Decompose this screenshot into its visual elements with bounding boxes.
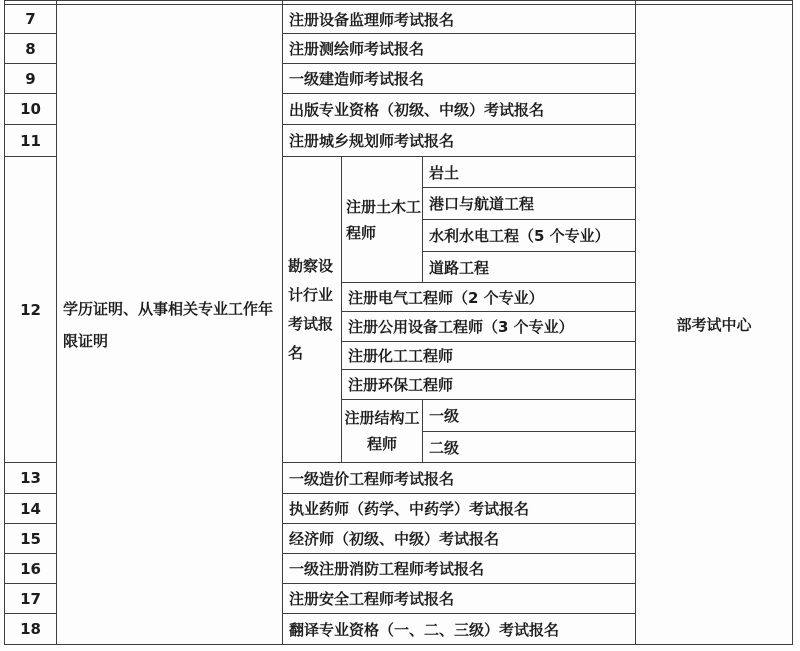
exam-name-cell: 一级建造师考试报名 [283,64,636,94]
row-number: 15 [5,524,57,554]
specialty-cell: 道路工程 [423,252,636,283]
specialty-cell: 岩土 [423,157,636,188]
exam-name-cell: 注册公用设备工程师（3 个专业） [342,312,636,342]
row-number: 12 [5,157,57,463]
civil-engineer-label-cell: 注册土木工程师 [342,157,423,283]
row-number: 18 [5,614,57,645]
survey-design-group-cell: 勘察设计行业考试报名 [283,157,342,463]
exam-name-cell: 翻译专业资格（一、二、三级）考试报名 [283,614,636,645]
exam-name-cell: 一级造价工程师考试报名 [283,463,636,494]
row-number: 16 [5,554,57,584]
exam-name-cell: 一级注册消防工程师考试报名 [283,554,636,584]
exam-name-cell: 注册安全工程师考试报名 [283,584,636,614]
row-number: 9 [5,64,57,94]
row-number: 13 [5,463,57,494]
specialty-cell: 港口与航道工程 [423,188,636,220]
row-number: 17 [5,584,57,614]
row-number: 10 [5,94,57,125]
exam-name-cell: 注册化工工程师 [342,342,636,370]
row-number: 7 [5,5,57,34]
exam-name-cell: 经济师（初级、中级）考试报名 [283,524,636,554]
table-row [5,5,793,34]
org-center-cell: 部考试中心 [636,5,793,645]
exam-registration-table [4,0,793,645]
exam-name-cell: 注册环保工程师 [342,370,636,400]
row-number: 11 [5,125,57,157]
exam-name-cell: 注册测绘师考试报名 [283,34,636,64]
level-cell: 一级 [423,400,636,432]
exam-name-cell: 出版专业资格（初级、中级）考试报名 [283,94,636,125]
certificate-label-cell: 学历证明、从事相关专业工作年限证明 [57,5,283,645]
level-cell: 二级 [423,432,636,463]
row-number: 14 [5,494,57,524]
exam-name-cell: 注册电气工程师（2 个专业） [342,283,636,312]
exam-name-cell: 注册城乡规划师考试报名 [283,125,636,157]
exam-name-cell: 执业药师（药学、中药学）考试报名 [283,494,636,524]
row-number: 8 [5,34,57,64]
specialty-cell: 水利水电工程（5 个专业） [423,220,636,252]
exam-name-cell: 注册设备监理师考试报名 [283,5,636,34]
structural-engineer-label-cell: 注册结构工程师 [342,400,423,463]
